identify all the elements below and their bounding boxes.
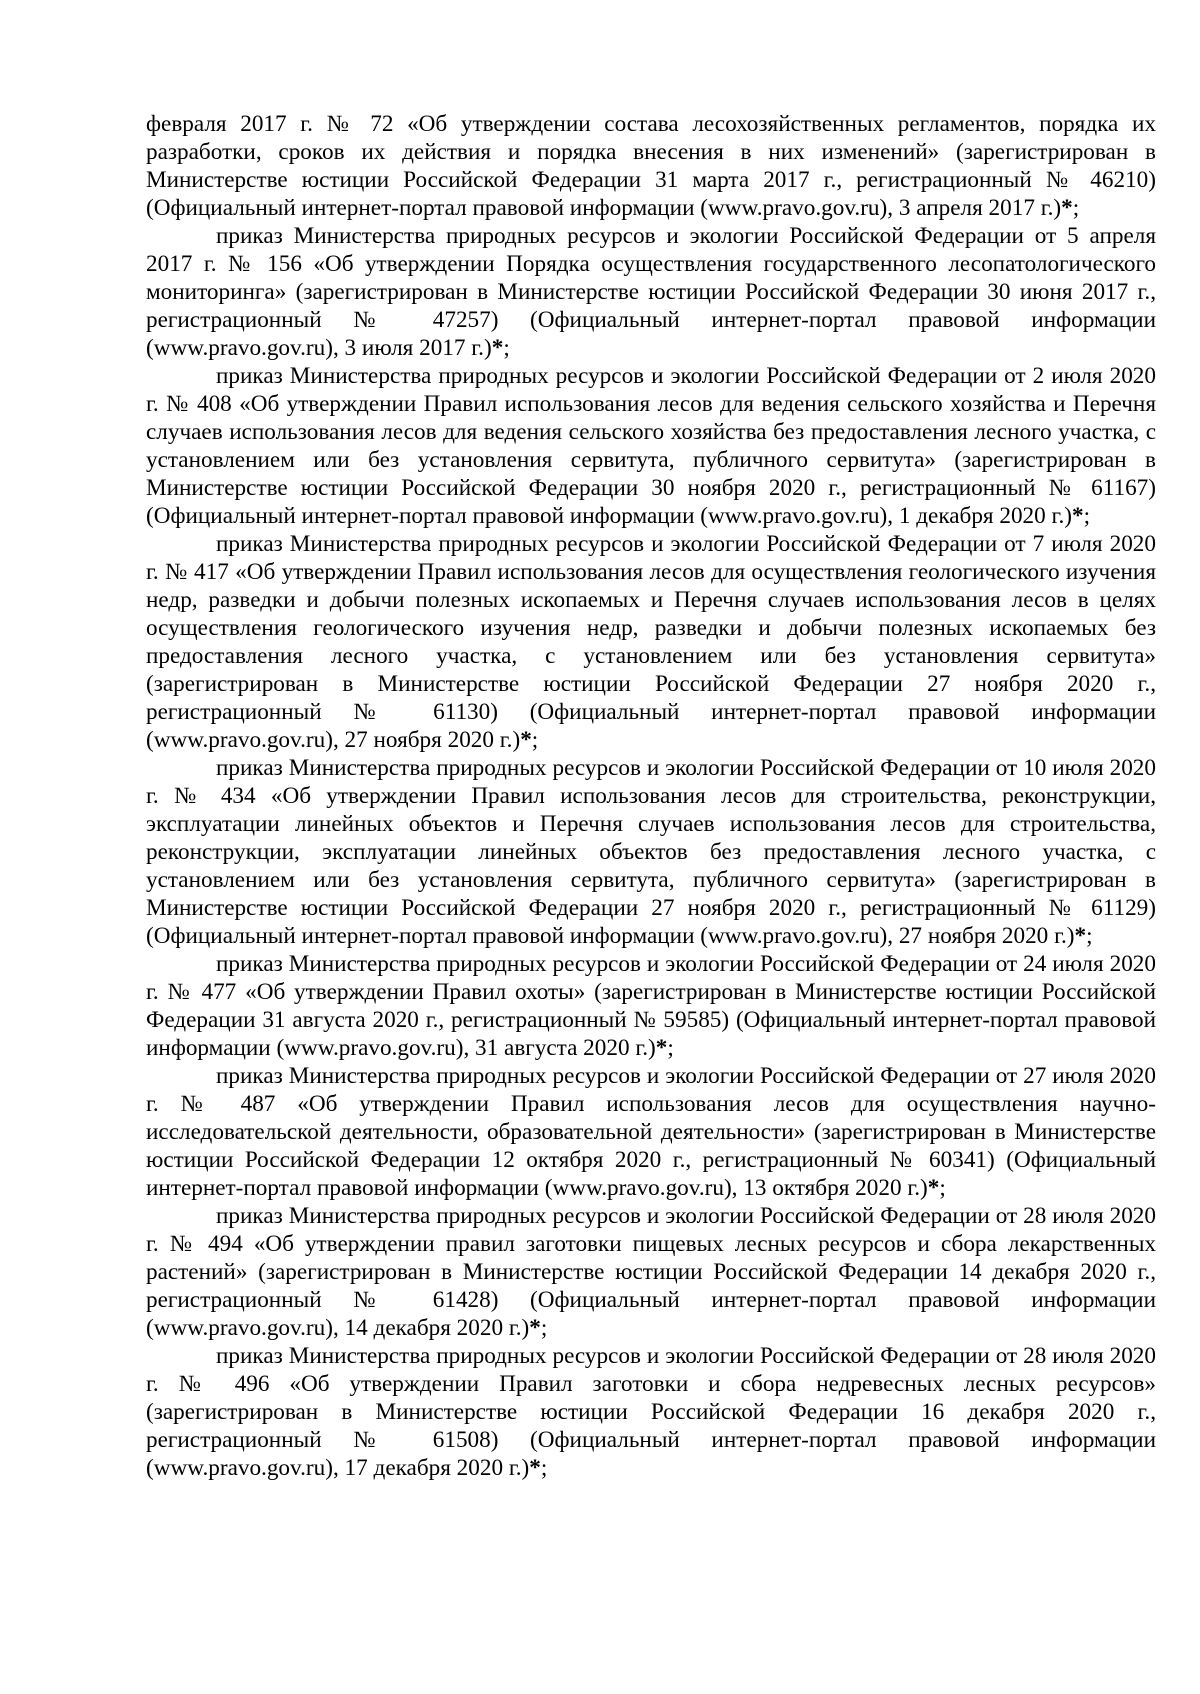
paragraph-tail: ; (1072, 195, 1080, 221)
footnote-mark: * (529, 1315, 541, 1341)
footnote-mark: * (927, 1175, 940, 1201)
footnote-mark: * (520, 727, 532, 753)
paragraph-tail: ; (1086, 923, 1093, 949)
paragraph-tail: ; (939, 1175, 946, 1201)
paragraph-text: приказ Министерства природных ресурсов и экологии Российской Федерации от 10 июля 2020 г. № 434 «Об утверждении Правил использования лесов для строительства, реконструкции, эксплуатации линейных объектов и Перечня случаев использования лесов для строительства, реконструкции, эксплуатации линейных объектов без предоставления лесного участка, с установлением или без установления сервитута, публичного сервитута» (зарегистрирован в Министерстве юстиции Российской Федерации 27 ноября 2020 г., регистрационный № 61129) (Официальный интернет-портал правовой информации (www.pravo.gov.ru), 27 ноября 2020 г.) (146, 755, 1156, 949)
paragraph-text: приказ Министерства природных ресурсов и экологии Российской Федерации от 5 апреля 2017 г. № 156 «Об утверждении Порядка осуществления государственного лесопатологического мониторинга» (зарегистрирован в Министерстве юстиции Российской Федерации 30 июня 2017 г., регистрационный № 47257) (Официальный интернет-портал правовой информации (www.pravo.gov.ru), 3 июля 2017 г.) (146, 223, 1156, 361)
document-page (146, 110, 1156, 1482)
paragraph-order-496 (146, 1342, 1156, 1482)
paragraph-text: приказ Министерства природных ресурсов и экологии Российской Федерации от 24 июля 2020 г. № 477 «Об утверждении Правил охоты» (зарегистрирован в Министерстве юстиции Российской Федерации 31 августа 2020 г., регистрационный № 59585) (Официальный интернет-портал правовой информации (www.pravo.gov.ru), 31 августа 2020 г.) (146, 951, 1156, 1061)
paragraph-text: приказ Министерства природных ресурсов и экологии Российской Федерации от 28 июля 2020 г. № 494 «Об утверждении правил заготовки пищевых лесных ресурсов и сбора лекарственных растений» (зарегистрирован в Министерстве юстиции Российской Федерации 14 декабря 2020 г., регистрационный № 61428) (Официальный интернет-портал правовой информации (www.pravo.gov.ru), 14 декабря 2020 г.) (146, 1203, 1156, 1341)
paragraph-text: приказ Министерства природных ресурсов и экологии Российской Федерации от 28 июля 2020 г. № 496 «Об утверждении Правил заготовки и сбора недревесных лесных ресурсов» (зарегистрирован в Министерстве юстиции Российской Федерации 16 декабря 2020 г., регистрационный № 61508) (Официальный интернет-портал правовой информации (www.pravo.gov.ru), 17 декабря 2020 г.) (146, 1343, 1156, 1481)
paragraph-order-156 (146, 222, 1156, 362)
footnote-mark: * (1061, 195, 1073, 221)
paragraph-order-434 (146, 754, 1156, 950)
paragraph-tail: ; (540, 1455, 548, 1481)
paragraph-order-494 (146, 1202, 1156, 1342)
footnote-mark: * (529, 1455, 541, 1481)
paragraph-continuation (146, 110, 1156, 222)
footnote-mark: * (491, 335, 504, 361)
paragraph-text: февраля 2017 г. № 72 «Об утверждении состава лесохозяйственных регламентов, порядка их разработки, сроков их действия и порядка внесения в них изменений» (зарегистрирован в Министерстве юстиции Российской Федерации 31 марта 2017 г., регистрационный № 46210) (Официальный интернет-портал правовой информации (www.pravo.gov.ru), 3 апреля 2017 г.) (146, 111, 1156, 221)
paragraph-text: приказ Министерства природных ресурсов и экологии Российской Федерации от 7 июля 2020 г. № 417 «Об утверждении Правил использования лесов для осуществления геологического изучения недр, разведки и добычи полезных ископаемых и Перечня случаев использования лесов в целях осуществления геологического изучения недр, разведки и добычи полезных ископаемых без предоставления лесного участка, с установлением или без установления сервитута» (зарегистрирован в Министерстве юстиции Российской Федерации 27 ноября 2020 г., регистрационный № 61130) (Официальный интернет-портал правовой информации (www.pravo.gov.ru), 27 ноября 2020 г.) (146, 531, 1156, 753)
paragraph-order-487 (146, 1062, 1156, 1202)
paragraph-order-408 (146, 362, 1156, 530)
paragraph-order-417 (146, 530, 1156, 754)
paragraph-tail: ; (540, 1315, 548, 1341)
footnote-mark: * (1074, 923, 1087, 949)
paragraph-text: приказ Министерства природных ресурсов и экологии Российской Федерации от 2 июля 2020 г. № 408 «Об утверждении Правил использования лесов для ведения сельского хозяйства и Перечня случаев использования лесов для ведения сельского хозяйства без предоставления лесного участка, с установлением или без установления сервитута, публичного сервитута» (зарегистрирован в Министерстве юстиции Российской Федерации 30 ноября 2020 г., регистрационный № 61167) (Официальный интернет-портал правовой информации (www.pravo.gov.ru), 1 декабря 2020 г.) (146, 363, 1156, 529)
footnote-mark: * (1071, 503, 1084, 529)
paragraph-text: приказ Министерства природных ресурсов и экологии Российской Федерации от 27 июля 2020 г. № 487 «Об утверждении Правил использования лесов для осуществления научно-исследовательской деятельности, образовательной деятельности» (зарегистрирован в Министерстве юстиции Российской Федерации 12 октября 2020 г., регистрационный № 60341) (Официальный интернет-портал правовой информации (www.pravo.gov.ru), 13 октября 2020 г.) (146, 1063, 1156, 1201)
paragraph-tail: ; (531, 727, 539, 753)
footnote-mark: * (655, 1035, 668, 1061)
paragraph-order-477 (146, 950, 1156, 1062)
paragraph-tail: ; (1083, 503, 1091, 529)
paragraph-tail: ; (667, 1035, 674, 1061)
paragraph-tail: ; (503, 335, 510, 361)
